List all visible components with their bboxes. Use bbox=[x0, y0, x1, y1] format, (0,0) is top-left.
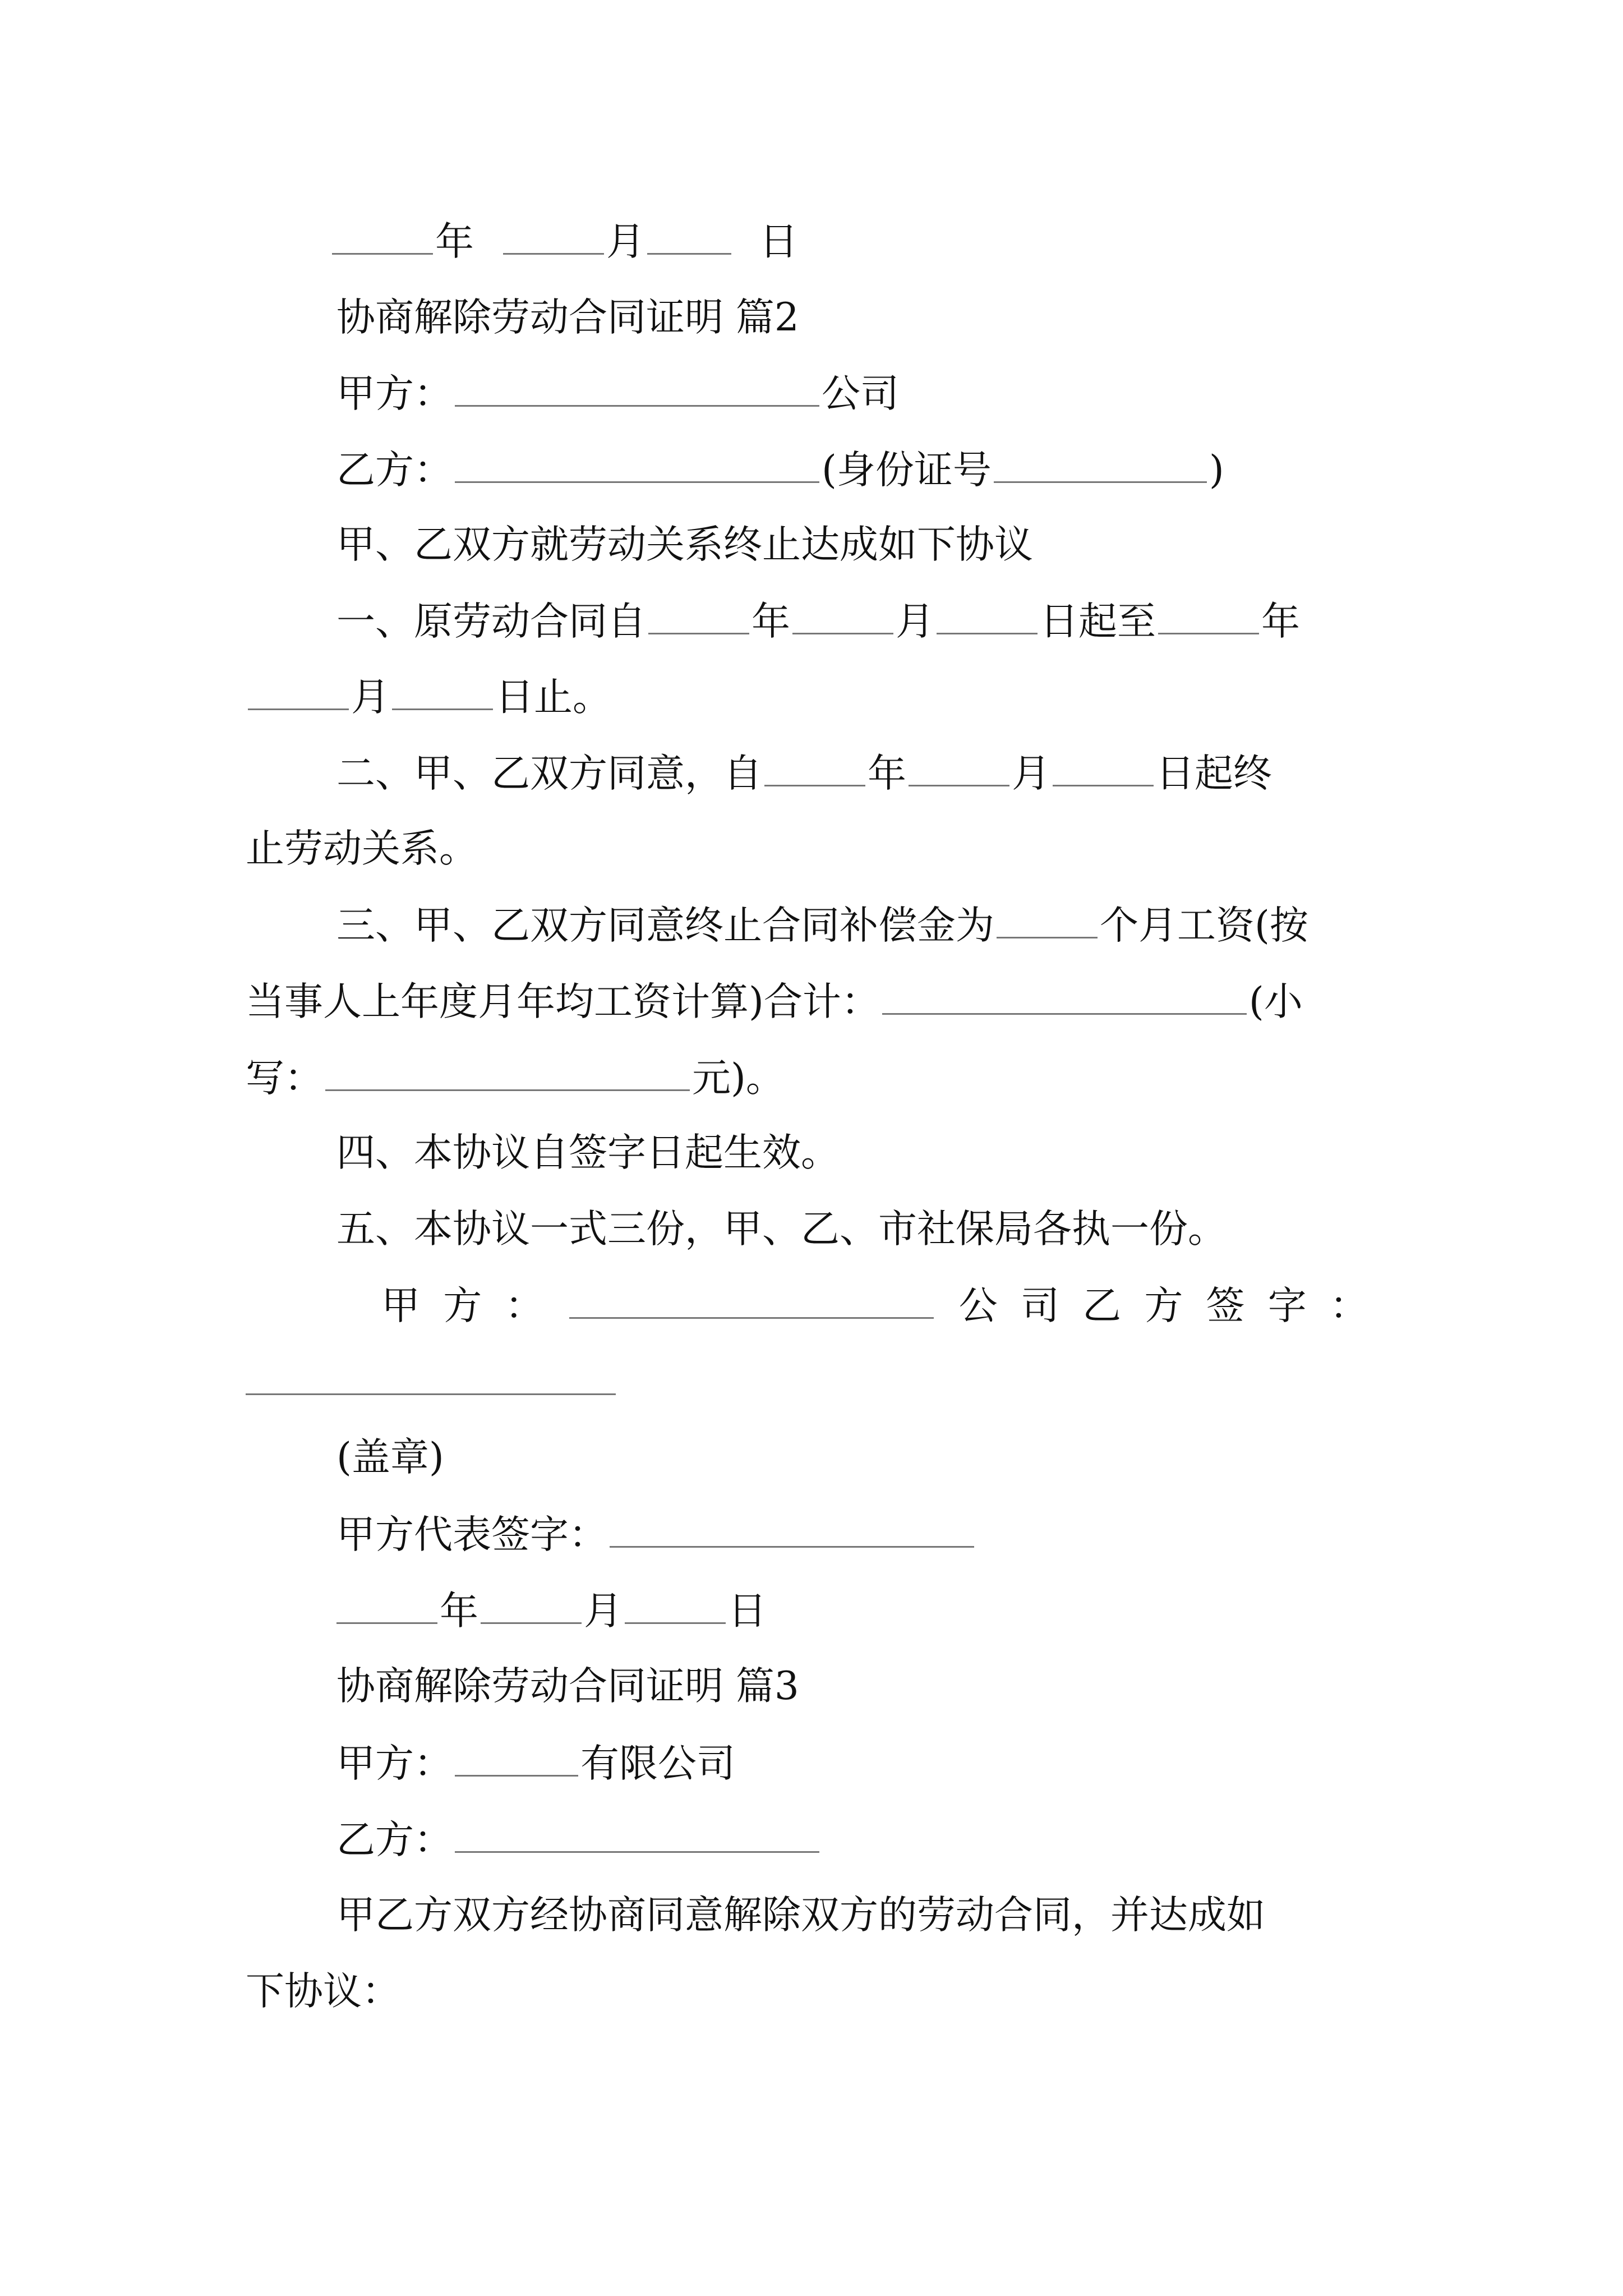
id-blank bbox=[994, 450, 1207, 483]
item3-amount-blank bbox=[325, 1058, 690, 1091]
item1-line2 bbox=[246, 675, 611, 720]
id-label: (身份证号 bbox=[822, 448, 992, 493]
item2-day: 日起终 bbox=[1156, 751, 1272, 796]
item1-year2: 年 bbox=[1261, 599, 1300, 644]
day-blank bbox=[647, 222, 731, 255]
sign-char: 甲 bbox=[381, 1283, 420, 1328]
month-blank bbox=[503, 222, 604, 255]
sign-row bbox=[381, 1283, 1368, 1328]
sign-char: 公 bbox=[958, 1283, 998, 1328]
date-line-top bbox=[330, 219, 798, 264]
party-b-label: 乙方： bbox=[336, 448, 453, 493]
sign-char: 方 bbox=[1144, 1283, 1183, 1328]
item2-year: 年 bbox=[868, 751, 906, 796]
item2-year-blank bbox=[764, 753, 865, 786]
item2-line1 bbox=[336, 751, 1272, 796]
item2-month-blank bbox=[909, 753, 1009, 786]
item3-line2-end: (小 bbox=[1248, 979, 1303, 1024]
sign-char: 签 bbox=[1206, 1283, 1245, 1328]
item1-day-blank bbox=[937, 601, 1038, 634]
rep-sign-line bbox=[336, 1512, 976, 1557]
item1-year-blank bbox=[648, 601, 749, 634]
party-b-blank bbox=[455, 450, 819, 483]
item1-line1 bbox=[336, 599, 1300, 644]
item2-text: 二、甲、乙双方同意，自 bbox=[336, 751, 762, 796]
sign-char: 司 bbox=[1020, 1283, 1059, 1328]
date2-month: 月 bbox=[584, 1589, 623, 1634]
party-b-line bbox=[336, 448, 1224, 493]
s3-intro-line2: 下协议： bbox=[246, 1969, 400, 2014]
s3-party-a-line bbox=[336, 1741, 735, 1786]
party-a-blank bbox=[455, 374, 819, 407]
date2-year: 年 bbox=[440, 1589, 478, 1634]
month-label: 月 bbox=[606, 219, 645, 264]
s3-party-b-line bbox=[336, 1820, 822, 1860]
item1-text: 一、原劳动合同自 bbox=[336, 599, 646, 644]
item3-line3-end: 元)。 bbox=[692, 1056, 785, 1101]
intro-line: 甲、乙双方就劳动关系终止达成如下协议 bbox=[336, 522, 1033, 567]
item3-months-blank bbox=[997, 905, 1098, 938]
s3-party-a-blank bbox=[455, 1743, 578, 1777]
item3-total-blank bbox=[882, 982, 1247, 1015]
item4-line: 四、本协议自签字日起生效。 bbox=[336, 1130, 840, 1175]
item3-line2-text: 当事人上年度月年均工资计算)合计： bbox=[246, 979, 880, 1024]
item1-month-blank bbox=[792, 601, 893, 634]
item2-day-blank bbox=[1053, 753, 1154, 786]
item2-line2: 止劳动关系。 bbox=[246, 826, 478, 871]
item3-text: 三、甲、乙双方同意终止合同补偿金为 bbox=[336, 903, 994, 948]
item1-month2: 月 bbox=[351, 675, 390, 720]
s3-party-b-blank bbox=[455, 1820, 819, 1853]
section3-title: 协商解除劳动合同证明 篇3 bbox=[336, 1664, 799, 1709]
item3-line2 bbox=[246, 979, 1303, 1024]
s3-intro-line1: 甲乙方双方经协商同意解除双方的劳动合同，并达成如 bbox=[336, 1893, 1265, 1938]
item1-year: 年 bbox=[751, 599, 790, 644]
rep-sign-blank bbox=[610, 1515, 974, 1548]
party-a-line bbox=[336, 371, 899, 416]
item1-from: 日起至 bbox=[1040, 599, 1156, 644]
id-close: ) bbox=[1209, 448, 1224, 493]
date2-day-blank bbox=[625, 1591, 726, 1624]
item3-line1 bbox=[336, 903, 1308, 948]
sign-char: 乙 bbox=[1082, 1283, 1122, 1328]
item1-day2-blank bbox=[392, 677, 493, 710]
date2-year-blank bbox=[336, 1591, 437, 1624]
sign-char: ： bbox=[1329, 1283, 1368, 1328]
date-line-2 bbox=[336, 1589, 767, 1634]
seal-line: (盖章) bbox=[336, 1435, 444, 1480]
party-a-sign-blank bbox=[569, 1286, 934, 1319]
rep-sign-label: 甲方代表签字： bbox=[336, 1512, 607, 1557]
party-a-label: 甲方： bbox=[336, 371, 453, 416]
item1-month2-blank bbox=[248, 677, 349, 710]
party-b-sign-blank bbox=[246, 1362, 616, 1395]
item3-text-b: 个月工资(按 bbox=[1100, 903, 1308, 948]
s3-party-b-label: 乙方： bbox=[336, 1818, 453, 1862]
item3-line3 bbox=[246, 1056, 785, 1101]
sign-char: ： bbox=[505, 1283, 544, 1328]
item3-line3-text: 写： bbox=[246, 1056, 323, 1101]
party-a-suffix: 公司 bbox=[822, 371, 899, 416]
item1-month: 月 bbox=[896, 599, 934, 644]
year-blank bbox=[332, 222, 433, 255]
date2-day: 日 bbox=[728, 1589, 767, 1634]
item5-line: 五、本协议一式三份，甲、乙、市社保局各执一份。 bbox=[336, 1207, 1227, 1251]
s3-party-a-suffix: 有限公司 bbox=[580, 1741, 735, 1786]
section2-title: 协商解除劳动合同证明 篇2 bbox=[336, 295, 799, 340]
item2-month: 月 bbox=[1012, 751, 1050, 796]
sign-char: 字 bbox=[1267, 1283, 1307, 1328]
year-label: 年 bbox=[435, 219, 474, 264]
date2-month-blank bbox=[481, 1591, 582, 1624]
party-b-sign-blank-line bbox=[246, 1362, 616, 1402]
item1-end: 日止。 bbox=[495, 675, 611, 720]
sign-char: 方 bbox=[443, 1283, 482, 1328]
s3-party-a-label: 甲方： bbox=[336, 1741, 453, 1786]
day-label: 日 bbox=[759, 219, 798, 264]
item1-year2-blank bbox=[1158, 601, 1259, 634]
